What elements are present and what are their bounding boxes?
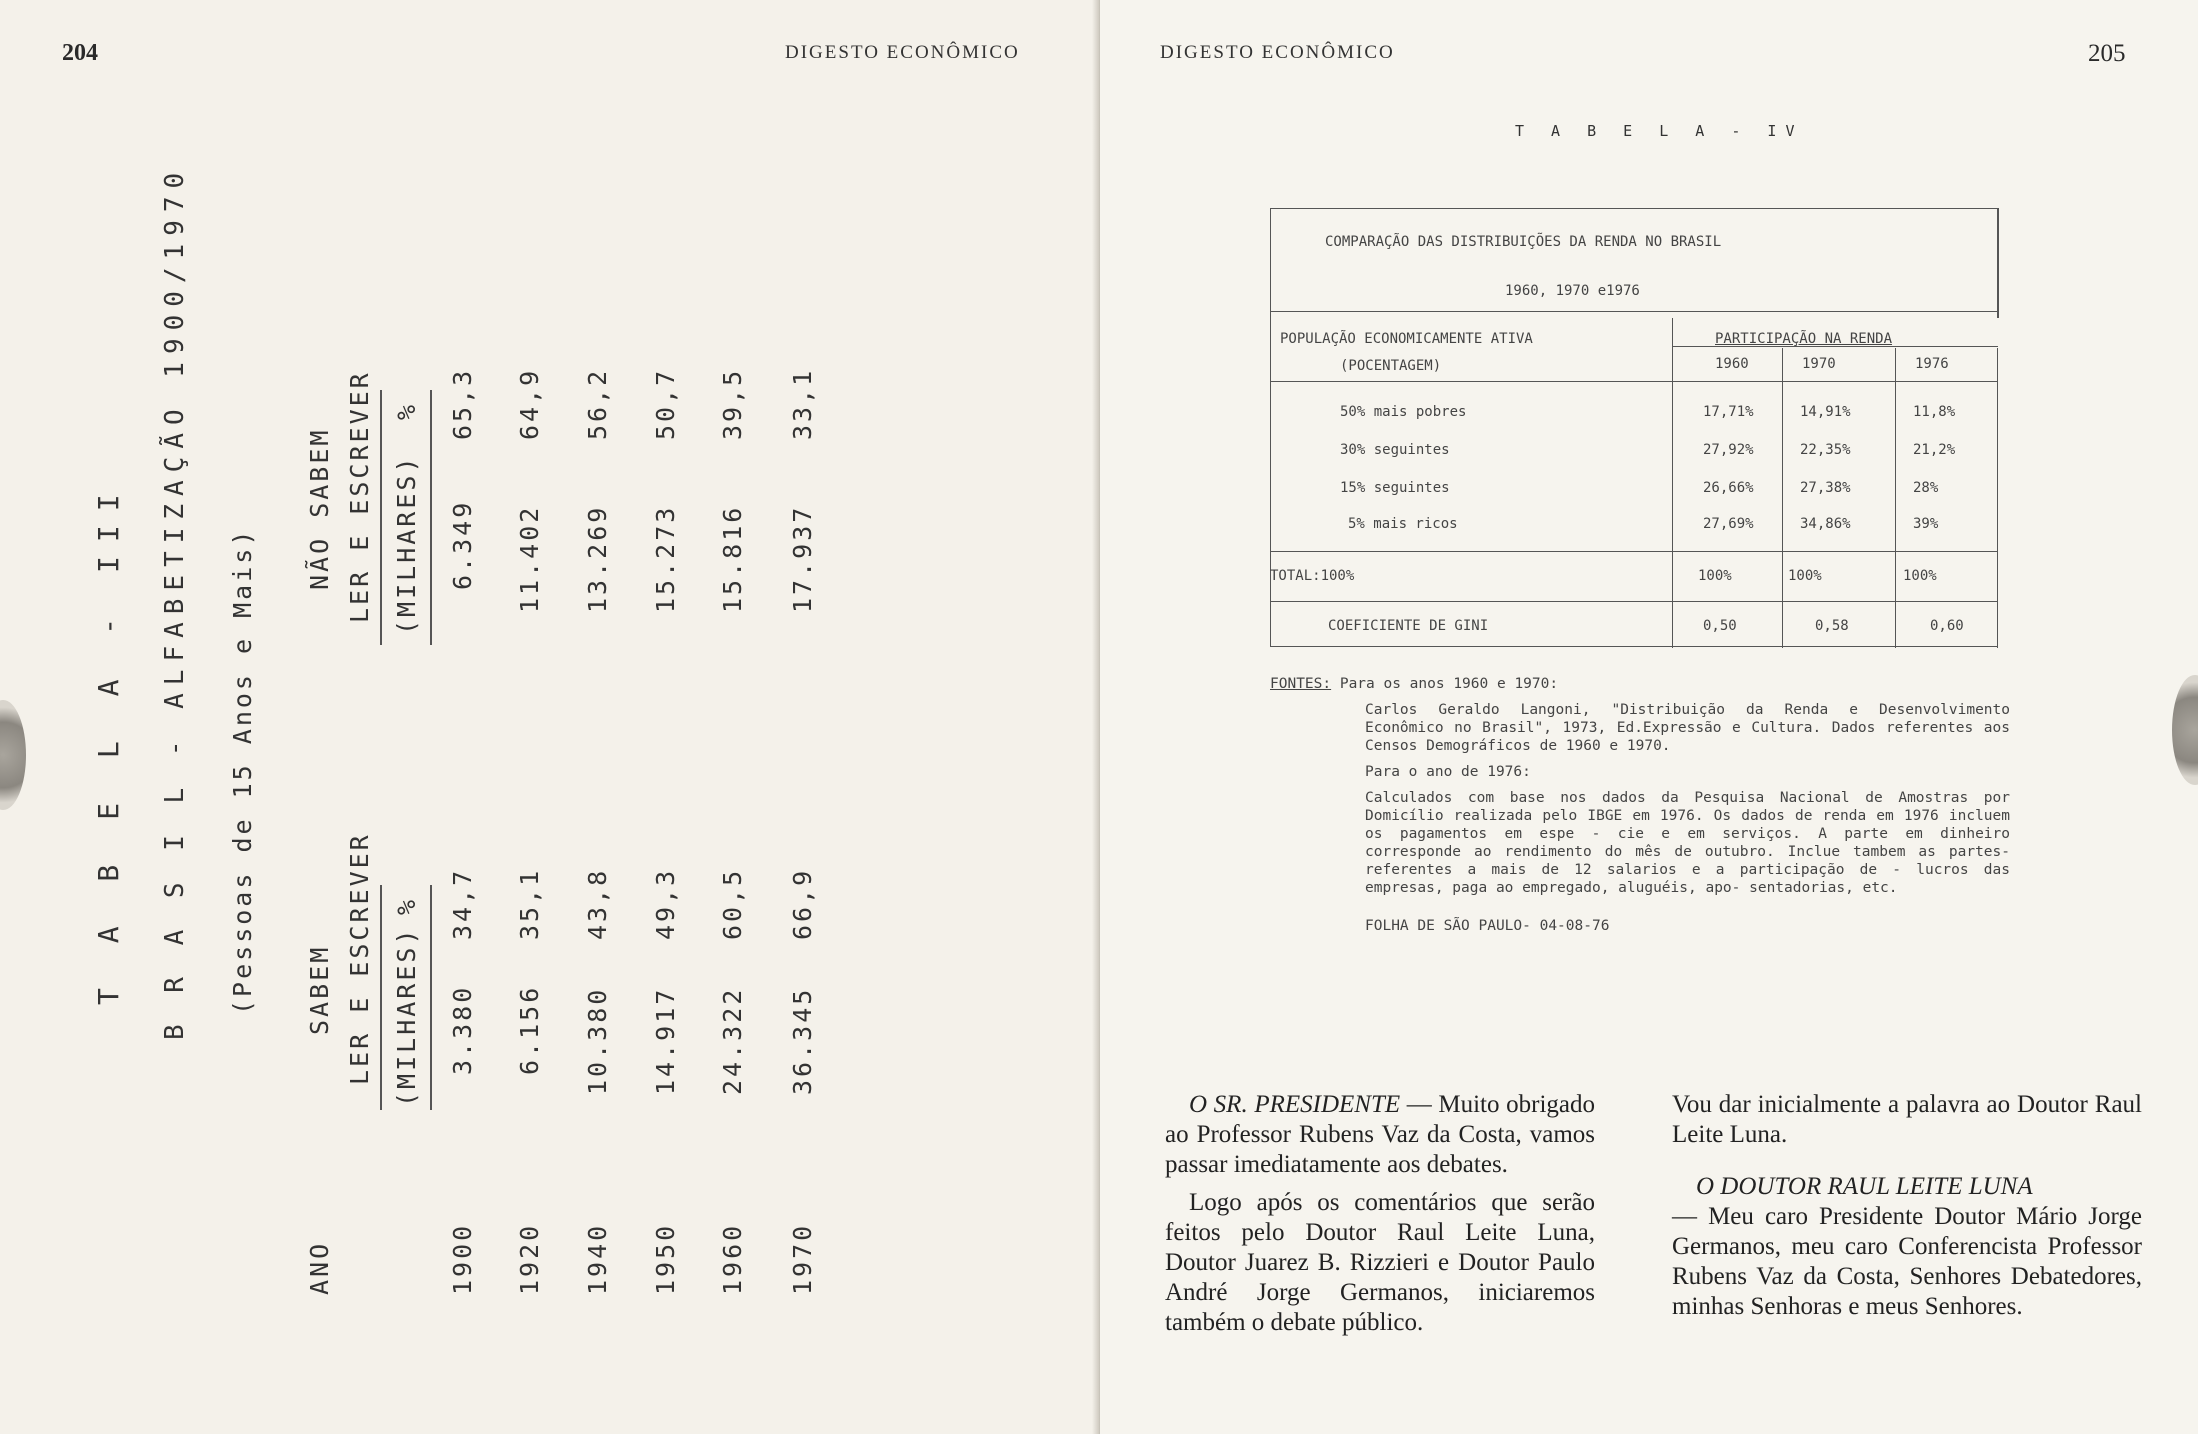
col-header-pop: POPULAÇÃO ECONOMICAMENTE ATIVA xyxy=(1280,331,1533,347)
group-header-sabem-2: LER E ESCREVER xyxy=(345,832,374,1085)
table-rule xyxy=(1270,646,1998,647)
col-header-ano: ANO xyxy=(305,1240,334,1295)
cell-sabem-pct: 49,3 xyxy=(651,867,680,940)
cell-nao-pct: 33,1 xyxy=(788,367,817,440)
group-header-nao-sabem: NÃO SABEM xyxy=(305,427,334,590)
table-iii xyxy=(80,115,1020,1335)
cell-sabem: 10.380 xyxy=(583,986,612,1095)
cell-ano: 1970 xyxy=(788,1222,817,1295)
binding-hole xyxy=(2172,675,2198,785)
cell-gini: 0,60 xyxy=(1930,618,1964,634)
cell-sabem: 24.322 xyxy=(718,986,747,1095)
col-header-pop-2: (POCENTAGEM) xyxy=(1340,358,1442,374)
total-label: TOTAL:100% xyxy=(1270,568,1355,584)
cell-nao-pct: 56,2 xyxy=(583,367,612,440)
cell-1970: 14,91% xyxy=(1800,404,1851,420)
sub-header-milhares: (MILHARES) xyxy=(392,454,421,635)
table-subtitle: B R A S I L - ALFABETIZAÇÃO 1900/1970 xyxy=(160,164,190,1040)
cell-nao-pct: 50,7 xyxy=(651,367,680,440)
speaker-name: O SR. PRESIDENTE xyxy=(1189,1091,1401,1118)
cell-nao-pct: 39,5 xyxy=(718,367,747,440)
col-header-1960: 1960 xyxy=(1715,356,1749,372)
cell-1976: 28% xyxy=(1913,480,1939,496)
running-head: DIGESTO ECONÔMICO xyxy=(785,42,1020,63)
cell-sabem-pct: 60,5 xyxy=(718,867,747,940)
cell-sabem-pct: 34,7 xyxy=(448,867,477,940)
sources-newspaper: FOLHA DE SÃO PAULO- 04-08-76 xyxy=(1365,918,1610,934)
sources-line: Para o ano de 1976: xyxy=(1365,764,1531,780)
group-header-sabem: SABEM xyxy=(305,944,334,1035)
header-rule xyxy=(430,885,432,1110)
cell-sabem: 36.345 xyxy=(788,986,817,1095)
cell-1976: 39% xyxy=(1913,516,1939,532)
header-rule xyxy=(430,390,432,645)
cell-sabem: 3.380 xyxy=(448,984,477,1075)
table-border xyxy=(1997,208,1999,318)
cell-ano: 1920 xyxy=(515,1222,544,1295)
table-iv xyxy=(1270,208,2000,648)
text-column-left xyxy=(1165,1090,1595,1338)
running-head: DIGESTO ECONÔMICO xyxy=(1160,42,1395,63)
cell-gini: 0,58 xyxy=(1815,618,1849,634)
paragraph: — Meu caro Presidente Doutor Mário Jorge Germanos, meu caro Conferencista Professor Rubens Vaz da Costa, Senhores Debatedores, minhas Senhoras e meus Senhores. xyxy=(1672,1203,2142,1320)
cell-ano: 1950 xyxy=(651,1222,680,1295)
table-rule xyxy=(1672,346,1998,347)
cell-total: 100% xyxy=(1698,568,1732,584)
cell-sabem: 6.156 xyxy=(515,984,544,1075)
table-rule xyxy=(1270,551,1998,552)
cell-1960: 27,92% xyxy=(1703,442,1754,458)
text-column-right xyxy=(1672,1090,2142,1322)
cell-1960: 17,71% xyxy=(1703,404,1754,420)
cell-ano: 1960 xyxy=(718,1222,747,1295)
cell-nao: 11.402 xyxy=(515,504,544,613)
table-caption: COMPARAÇÃO DAS DISTRIBUIÇÕES DA RENDA NO BRASIL xyxy=(1325,234,1722,250)
table-rule xyxy=(1782,348,1783,648)
speaker-name: O DOUTOR RAUL LEITE LUNA xyxy=(1696,1173,2033,1200)
cell-nao-pct: 64,9 xyxy=(515,367,544,440)
table-caption-years: 1960, 1970 e1976 xyxy=(1505,283,1640,299)
paragraph: Vou dar inicialmente a palavra ao Doutor Raul Leite Luna. xyxy=(1672,1091,2142,1148)
table-rule xyxy=(1997,348,1998,648)
header-rule xyxy=(380,390,382,645)
cell-sabem: 14.917 xyxy=(651,986,680,1095)
sources-label: FONTES: xyxy=(1270,676,1332,692)
paragraph: Logo após os comentários que serão feitos pelo Doutor Raul Leite Luna, Doutor Juarez B. Rizzieri e Doutor Paulo André Jorge Germanos, iniciaremos também o debate público. xyxy=(1165,1189,1595,1336)
table-rule xyxy=(1270,601,1998,602)
table-rule xyxy=(1270,381,1998,382)
cell-nao: 6.349 xyxy=(448,499,477,590)
cell-nao: 13.269 xyxy=(583,504,612,613)
col-header-participacao: PARTICIPAÇÃO NA RENDA xyxy=(1715,331,1893,347)
row-label: 15% seguintes xyxy=(1340,480,1450,496)
paragraph-text: — Muito obrigado ao Professor Rubens Vaz da Costa, vamos passar imediatamente aos debates. xyxy=(1165,1091,1595,1178)
cell-1976: 21,2% xyxy=(1913,442,1956,458)
cell-1970: 22,35% xyxy=(1800,442,1851,458)
cell-1970: 34,86% xyxy=(1800,516,1851,532)
row-label: 50% mais pobres xyxy=(1340,404,1467,420)
cell-total: 100% xyxy=(1788,568,1822,584)
col-header-1976: 1976 xyxy=(1915,356,1949,372)
cell-total: 100% xyxy=(1903,568,1937,584)
gini-label: COEFICIENTE DE GINI xyxy=(1328,618,1489,634)
sub-header-pct: % xyxy=(392,401,421,420)
cell-ano: 1940 xyxy=(583,1222,612,1295)
cell-sabem-pct: 35,1 xyxy=(515,867,544,940)
row-label: 5% mais ricos xyxy=(1348,516,1458,532)
page-number: 205 xyxy=(2088,40,2126,67)
table-rule xyxy=(1270,311,1998,312)
sources-ref: Carlos Geraldo Langoni, "Distribuição da Renda e Desenvolvimento Econômico no Brasil", 1973, Ed.Expressão e Cultura. Dados referentes aos Censos Demográficos de 1960 e 1970. xyxy=(1365,702,2010,754)
table-note: (Pessoas de 15 Anos e Mais) xyxy=(228,527,257,1015)
sub-header-milhares: (MILHARES) xyxy=(392,926,421,1107)
cell-1970: 27,38% xyxy=(1800,480,1851,496)
table-rule xyxy=(1895,348,1896,648)
cell-sabem-pct: 43,8 xyxy=(583,867,612,940)
cell-gini: 0,50 xyxy=(1703,618,1737,634)
cell-sabem-pct: 66,9 xyxy=(788,867,817,940)
sources-block xyxy=(1270,675,2010,935)
cell-nao: 15.816 xyxy=(718,504,747,613)
page-number: 204 xyxy=(62,40,98,66)
right-page xyxy=(1100,0,2198,1434)
sub-header-pct: % xyxy=(392,896,421,915)
cell-ano: 1900 xyxy=(448,1222,477,1295)
sources-ref: Calculados com base nos dados da Pesquisa Nacional de Amostras por Domicílio realizada pelo IBGE em 1976. Os dados de renda em 1976 incluem os pagamentos em espe - cie e em serviços. A parte em dinheiro corresponde ao rendimento do mês de outubro. Inclue tambem as partes- referentes a mais de 12 salarios e a participação de - lucros das empresas, paga ao empregado, aluguéis, apo- sentadorias, etc. xyxy=(1365,790,2010,896)
table-border xyxy=(1270,208,1999,647)
cell-1960: 26,66% xyxy=(1703,480,1754,496)
binding-hole xyxy=(0,700,26,810)
cell-nao-pct: 65,3 xyxy=(448,367,477,440)
table-title: T A B E L A - IV xyxy=(1515,122,1804,140)
col-header-1970: 1970 xyxy=(1802,356,1836,372)
cell-1960: 27,69% xyxy=(1703,516,1754,532)
cell-nao: 15.273 xyxy=(651,504,680,613)
row-label: 30% seguintes xyxy=(1340,442,1450,458)
table-title: T A B E L A - III xyxy=(92,480,125,1005)
cell-1976: 11,8% xyxy=(1913,404,1956,420)
group-header-nao-sabem-2: LER E ESCREVER xyxy=(345,370,374,623)
table-rule xyxy=(1672,318,1673,648)
sources-line: Para os anos 1960 e 1970: xyxy=(1339,676,1559,692)
cell-nao: 17.937 xyxy=(788,504,817,613)
header-rule xyxy=(380,885,382,1110)
